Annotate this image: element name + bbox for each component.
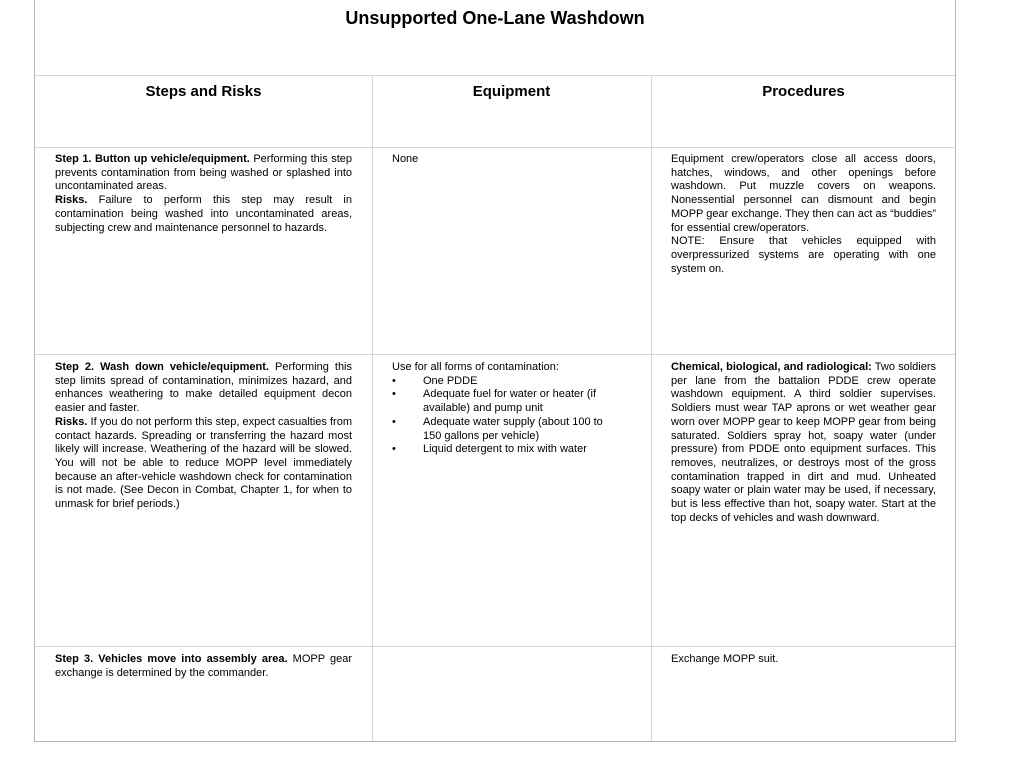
row3-steps-cell	[55, 653, 352, 680]
procedures-text: Equipment crew/operators close all access doors, hatches, windows, and other openings before washdown. Put muzzle covers on weapons. Nonessential personnel can dismount and begin MOPP gear exchange. They then can act as “buddies” for essential crew/operators.	[671, 153, 936, 234]
procedures-text: Two soldiers per lane from the battalion PDDE crew operate washdown equipment. A third soldier supervises. Soldiers must wear TAP aprons or wet weather gear worn over MOPP gear to keep MOPP gear from being saturated. Soldiers spray hot, soapy water (under pressure) from PDDE onto equipment surfaces. This removes, neutralizes, or destroys most of the gross contamination trapped in dirt and mud. Unheated soapy water or plain water may be used, if necessary, but is less effective than hot, soapy water. Start at the top decks of vehicles and wash downward.	[671, 361, 936, 524]
risks-label: Risks.	[55, 194, 88, 207]
header-steps-and-risks: Steps and Risks	[35, 76, 372, 148]
header-equipment: Equipment	[372, 76, 651, 148]
risks-label: Risks.	[55, 415, 88, 428]
procedures-label: Chemical, biological, and radiological:	[671, 361, 872, 373]
list-item: • Adequate fuel for water or heater (if available) and pump unit	[392, 388, 597, 415]
table-title: Unsupported One-Lane Washdown	[35, 0, 955, 76]
header-procedures: Procedures	[651, 76, 956, 148]
equipment-list	[392, 375, 622, 457]
step-label: Step 1. Button up vehicle/equipment.	[55, 153, 250, 165]
washdown-table	[34, 0, 956, 742]
list-item: • Liquid detergent to mix with water	[392, 443, 587, 456]
row1-equipment-cell	[392, 153, 632, 167]
procedures-text: Exchange MOPP suit.	[671, 653, 779, 665]
risks-description: Failure to perform this step may result in contamination being washed into uncontaminated areas, subjecting crew and maintenance personnel to hazards.	[55, 194, 352, 234]
row1-procedures-cell	[671, 153, 936, 276]
step-description: Performing this step prevents contamination from being washed or splashed into uncontaminated areas.	[55, 153, 352, 193]
equipment-text: None	[392, 153, 419, 165]
row-divider	[35, 646, 955, 647]
column-divider	[651, 76, 652, 741]
list-item: • One PDDE	[392, 374, 478, 387]
column-divider	[372, 76, 373, 741]
row2-procedures-cell	[671, 361, 936, 525]
risks-description: If you do not perform this step, expect casualties from contact hazards. Spreading or transferring the hazard most likely will increase. Weathering of the hazard will be slowed. You will not be able to reduce MOPP level immediately because an after-vehicle washdown check for contamination is not made. (See Decon in Combat, Chapter 1, for when to unmask for brief periods.)	[55, 415, 352, 511]
procedures-note: NOTE: Ensure that vehicles equipped with overpressurized systems are operating with one system on.	[671, 235, 936, 275]
equipment-intro: Use for all forms of contamination:	[392, 361, 559, 373]
row3-procedures-cell	[671, 653, 936, 667]
row1-steps-cell	[55, 153, 352, 235]
step-description: Performing this step limits spread of contamination, minimizes hazard, and enhances weathering to make detailed equipment decon easier and faster.	[55, 361, 353, 415]
row-divider	[35, 354, 955, 355]
step-description: MOPP gear exchange is determined by the commander.	[55, 653, 352, 679]
step-label: Step 3. Vehicles move into assembly area.	[55, 653, 288, 665]
row2-steps-cell	[55, 361, 352, 512]
row2-equipment-cell	[392, 361, 622, 457]
step-label: Step 2. Wash down vehicle/equipment.	[55, 361, 269, 373]
list-item: • Adequate water supply (about 100 to 150 gallons per vehicle)	[392, 415, 603, 442]
